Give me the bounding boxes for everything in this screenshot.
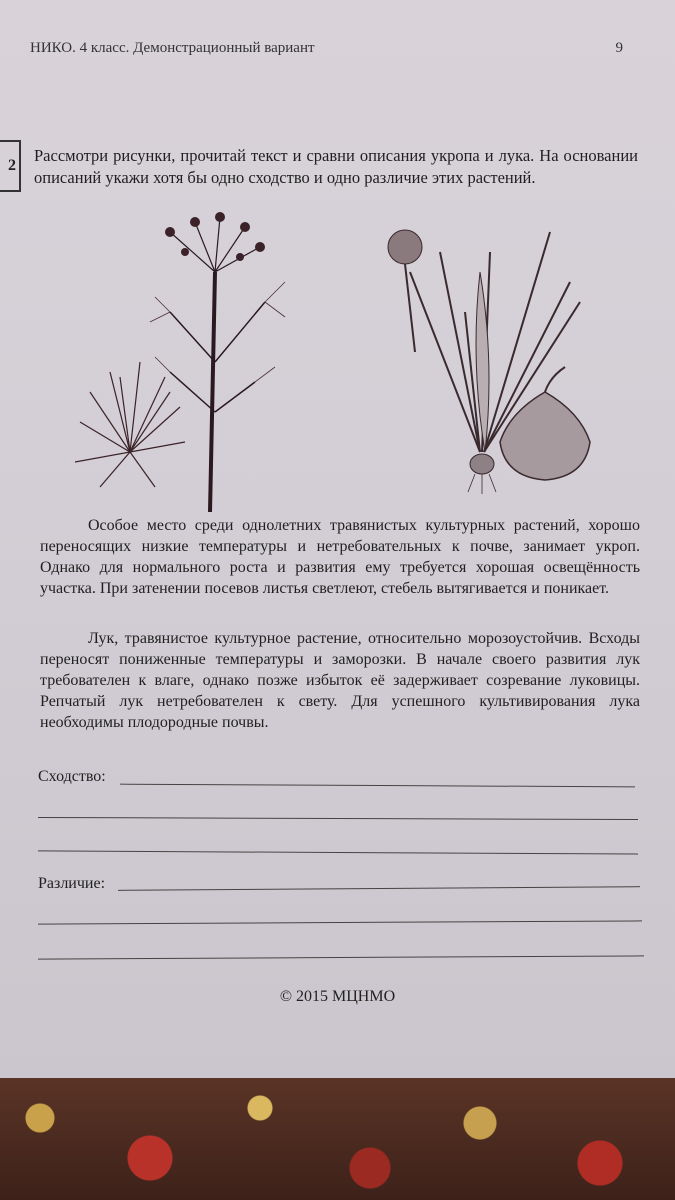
onion-illustration [388,230,590,494]
similarity-label: Сходство: [38,768,106,785]
similarity-answer-line-1[interactable] [120,784,635,788]
difference-answer-line-3[interactable] [38,955,644,959]
difference-label: Различие: [38,875,106,892]
carpet-background [0,1078,675,1200]
task-number: 2 [8,157,16,174]
difference-answer-line-1[interactable] [118,886,640,891]
similarity-answer-line-2[interactable] [38,817,638,820]
onion-paragraph: Лук, травянистое культурное растение, относительно морозоустойчив. Всходы переносят пониженные температуры и заморозки. В начале своего развития лук требователен к влаге, однако позже избыток её задерживает созревание луковицы. Репчатый лук нетребователен к свету. Для успешного культивирования лука необходимы плодородные почвы. [40,630,640,731]
dill-paragraph: Особое место среди однолетних травянистых культурных растений, хорошо переносящих низкие температуры и нетребовательных к почве, занимает укроп. Однако для нормального роста и развития ему требуется хорошая освещённость участка. При затенении посевов листья светлеют, стебель вытягивается и поникает. [40,517,640,597]
page-header: НИКО. 4 класс. Демонстрационный вариант [30,40,315,56]
page-number: 9 [615,40,623,56]
difference-answer-line-2[interactable] [38,920,642,924]
plant-illustrations [70,212,610,512]
task-instruction: Рассмотри рисунки, прочитай текст и сравни описания укропа и лука. На основании описаний укажи хотя бы одно сходство и одно различие этих растений. [34,146,638,187]
copyright: © 2015 МЦНМО [279,988,396,1005]
dill-illustration [75,212,285,512]
similarity-answer-line-3[interactable] [38,850,638,854]
task-number-box [0,140,21,192]
